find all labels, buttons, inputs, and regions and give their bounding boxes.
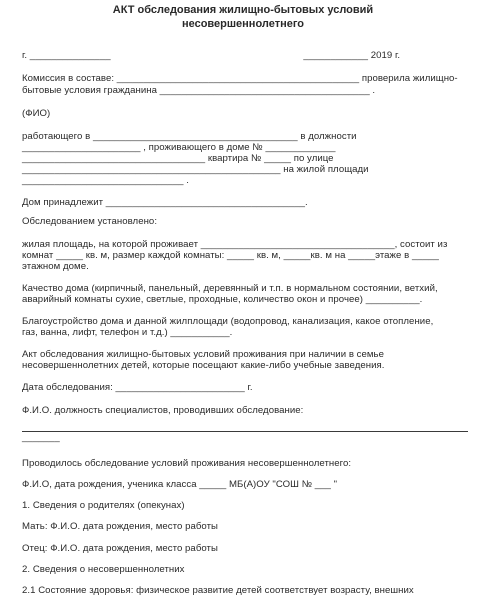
act-note-line-2: несовершеннолетних детей, которые посещают какие-либо учебные заведения.	[22, 360, 385, 371]
student-info-line: Ф.И.О, дата рождения, ученика класса _____ МБ(А)ОУ "СОШ № ___ "	[22, 479, 338, 490]
workplace-line: работающего в ______________________________________ в должности	[22, 131, 357, 142]
residence-line: ______________________ , проживающего в доме № _____________	[22, 142, 336, 153]
mother-line: Мать: Ф.И.О. дата рождения, место работы	[22, 521, 218, 532]
act-note-line-1: Акт обследования жилищно-бытовых условий проживания при наличии в семье	[22, 349, 384, 360]
house-quality-line-2: аварийный комнаты сухие, светлые, проходные, количество окон и прочее) __________.	[22, 294, 423, 305]
health-line: 2.1 Состояние здоровья: физическое развитие детей соответствует возрасту, внешних	[22, 585, 414, 596]
house-quality-line-1: Качество дома (кирпичный, панельный, деревянный и т.п. в нормальном состоянии, ветхий,	[22, 283, 438, 294]
floors-line: этажном доме.	[22, 261, 89, 272]
parents-section-heading: 1. Сведения о родителях (опекунах)	[22, 500, 185, 511]
house-owner-line: Дом принадлежит _____________________________________.	[22, 197, 308, 208]
specialists-label: Ф.И.О. должность специалистов, проводивших обследование:	[22, 405, 304, 416]
citizen-line: бытовые условия гражданина _______________________________________ .	[22, 85, 376, 96]
living-space-line: ________________________________________________ на жилой площади	[22, 164, 369, 175]
fio-label: (ФИО)	[22, 108, 51, 119]
commission-line: Комиссия в составе: _____________________________________________ проверила жилищно-	[22, 73, 458, 84]
document-title: АКТ обследования жилищно-бытовых условий	[112, 4, 374, 16]
living-area-line: жилая площадь, на которой проживает ____________________________________, состоит из	[22, 239, 448, 250]
father-line: Отец: Ф.И.О. дата рождения, место работы	[22, 543, 218, 554]
amenities-line-1: Благоустройство дома и данной жилплощади (водопровод, канализация, какое отопление,	[22, 316, 434, 327]
document-subtitle: несовершеннолетнего	[181, 18, 305, 30]
short-blank: _______	[22, 432, 60, 443]
survey-date-line: Дата обследования: ________________________ г.	[22, 382, 253, 393]
city-date-line: г. _______________ ____________ 2019 г.	[22, 50, 401, 61]
blank-line: ______________________________ .	[22, 175, 189, 186]
specialists-blank-rule	[22, 431, 468, 432]
rooms-line: комнат _____ кв. м, размер каждой комнаты: _____ кв. м, _____кв. м на _____этаже в _____	[22, 250, 439, 261]
survey-established-label: Обследованием установлено:	[22, 216, 158, 227]
amenities-line-2: газ, ванна, лифт, телефон и т.д.) ___________.	[22, 327, 233, 338]
minors-section-heading: 2. Сведения о несовершеннолетних	[22, 564, 185, 575]
apartment-line: __________________________________ квартира № _____ по улице	[22, 153, 334, 164]
minor-survey-line: Проводилось обследование условий проживания несовершеннолетнего:	[22, 458, 352, 469]
